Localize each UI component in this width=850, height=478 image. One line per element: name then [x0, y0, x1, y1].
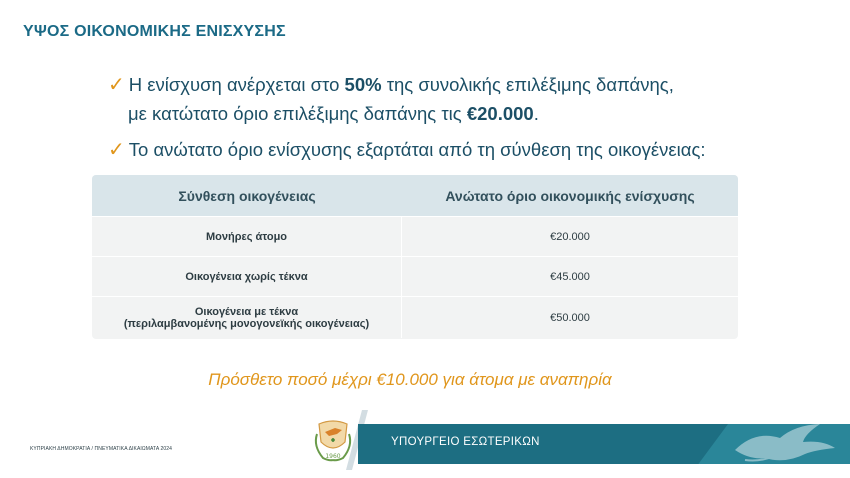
bullet-aid-percentage: ✓ Η ενίσχυση ανέρχεται στο 50% της συνολικής επιλέξιμης δαπάνης, [108, 74, 674, 96]
amount-cell: €45.000 [550, 270, 590, 283]
family-cell: Μονήρες άτομο [92, 217, 402, 256]
family-cell: Οικογένεια με τέκνα (περιλαμβανομένης μονογονεϊκής οικογένειας) [92, 297, 402, 338]
table-header [92, 175, 738, 216]
aid-limits-table [92, 175, 738, 339]
table-row [92, 296, 738, 338]
bullet-aid-maximum: ✓ Το ανώτατο όριο ενίσχυσης εξαρτάται από τη σύνθεση της οικογένειας: [108, 139, 706, 161]
ministry-banner [358, 424, 850, 464]
svg-text:1960: 1960 [325, 453, 341, 460]
column-header-max-aid: Ανώτατο όριο οικονομικής ενίσχυσης [445, 187, 695, 204]
amount-cell: €50.000 [550, 311, 590, 324]
checkmark-icon: ✓ [108, 74, 125, 96]
family-cell: Οικογένεια χωρίς τέκνα [92, 257, 402, 296]
table-row [92, 216, 738, 256]
checkmark-icon: ✓ [108, 139, 125, 161]
ministry-name: ΥΠΟΥΡΓΕΙΟ ΕΣΩΤΕΡΙΚΩΝ [391, 436, 540, 448]
dove-icon [725, 420, 840, 466]
disability-note: Πρόσθετο ποσό μέχρι €10.000 για άτομα με αναπηρία [208, 370, 612, 389]
copyright-text: ΚΥΠΡΙΑΚΗ ΔΗΜΟΚΡΑΤΙΑ / ΠΝΕΥΜΑΤΙΚΑ ΔΙΚΑΙΩΜΑΤΑ 2024 [30, 446, 173, 452]
amount-cell: €20.000 [550, 230, 590, 243]
table-row [92, 256, 738, 296]
bullet-aid-minimum: με κατώτατο όριο επιλέξιμης δαπάνης τις €20.000. [128, 103, 539, 124]
column-header-family: Σύνθεση οικογένειας [178, 187, 316, 204]
page-title: ΥΨΟΣ ΟΙΚΟΝΟΜΙΚΗΣ ΕΝΙΣΧΥΣΗΣ [23, 23, 286, 40]
